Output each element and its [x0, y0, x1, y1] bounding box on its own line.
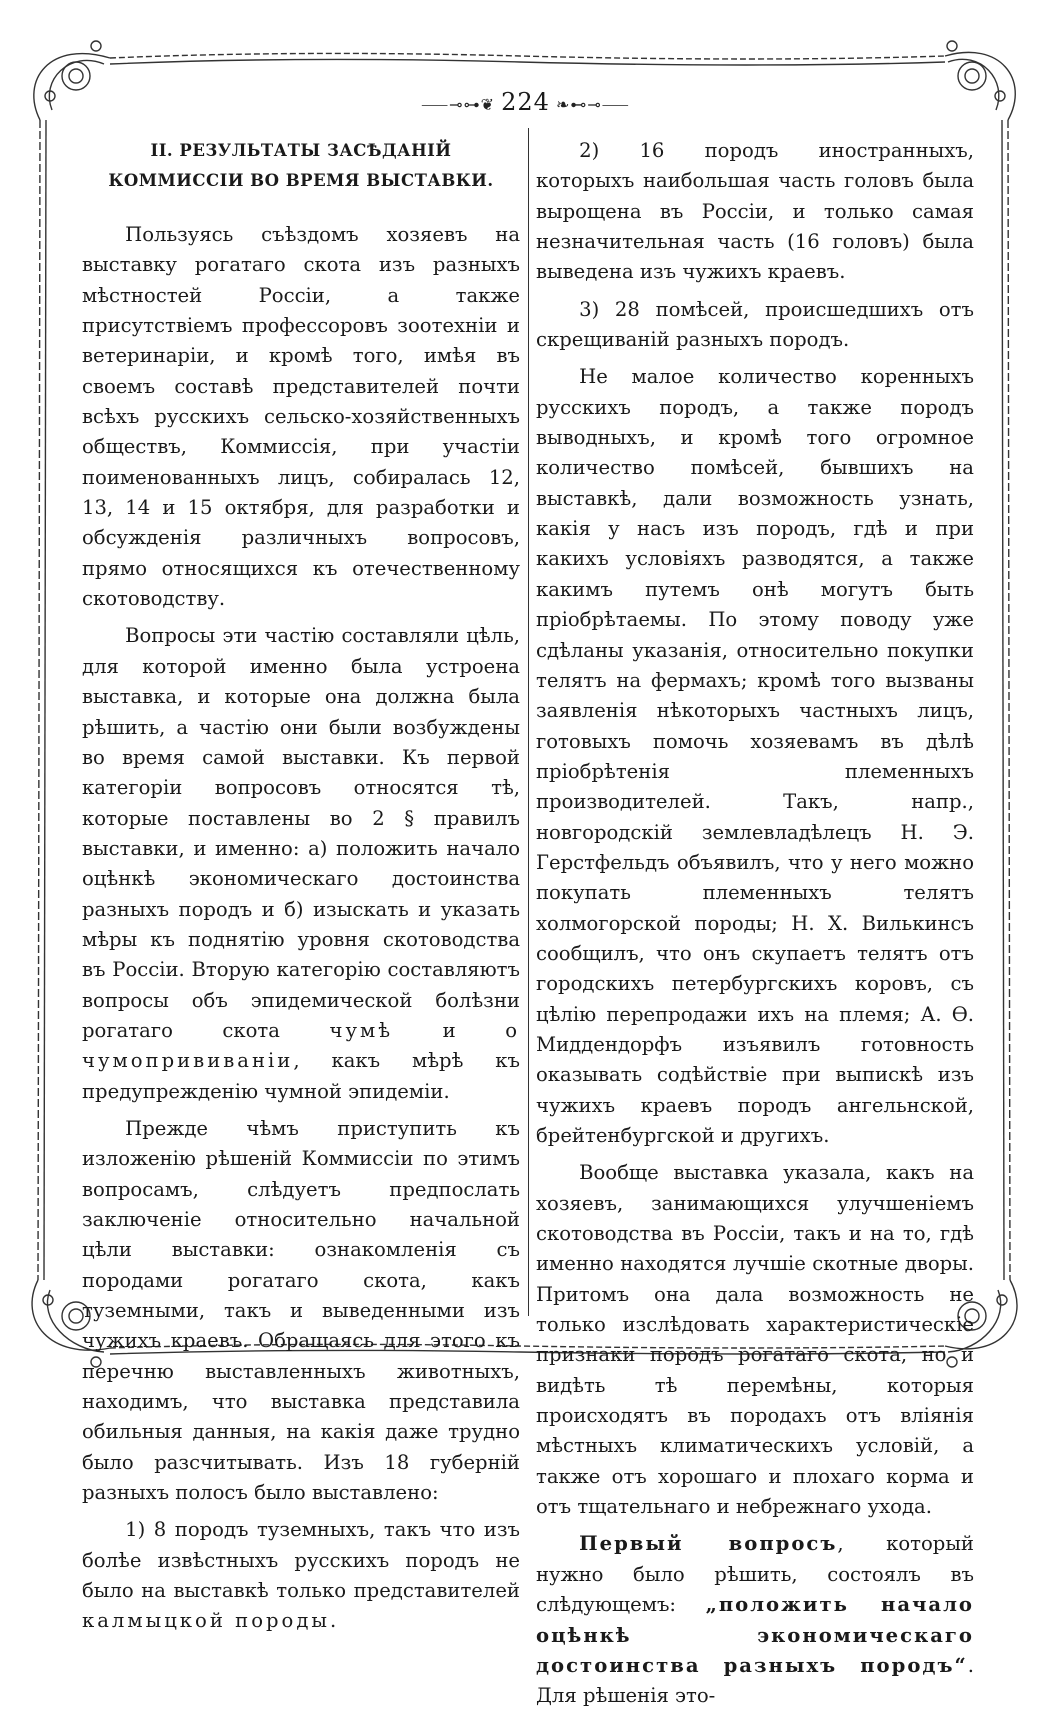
paragraph: Вопросы эти частію составляли цѣль, для которой именно была устроена выставка, и которые она должна была рѣшить, а частію они были возбуждены во время самой выставки. Къ первой категоріи вопросовъ относятся тѣ, которые поставлены во 2 § правилъ выставки, и именно: а) положить начало оцѣнкѣ экономическаго достоинства разныхъ породъ и б) изыскать и указать мѣры къ поднятію уровня скотоводства въ Россіи. Вторую категорію составляютъ вопросы объ эпидемической болѣзни рогатаго скота чумѣ и о чумопрививаніи, какъ мѣрѣ къ предупрежденію чумной эпидеміи.	[82, 624, 520, 1103]
right-column	[536, 136, 974, 1719]
emphasis: калмыцкой породы	[82, 1609, 330, 1633]
ornament-right-icon: ❧⊷⊸⸺	[549, 95, 630, 114]
column-divider	[528, 128, 529, 1316]
emphasis: чумѣ	[329, 1018, 394, 1042]
emphasis: Первый вопросъ	[579, 1532, 838, 1556]
page-number: 224	[501, 88, 550, 116]
emphasis: „положить начало оцѣнкѣ экономическаго достоинства разныхъ породъ“	[536, 1593, 974, 1677]
section-heading: II. РЕЗУЛЬТАТЫ ЗАСѢДАНІЙ КОММИССІИ ВО ВРЕМЯ ВЫСТАВКИ.	[108, 141, 494, 190]
paragraph: Пользуясь съѣздомъ хозяевъ на выставку рогатаго скота изъ разныхъ мѣстностей Россіи, а также присутствіемъ профессоровъ зоотехніи и ветеринаріи, и кромѣ того, имѣя въ своемъ составѣ представителей почти всѣхъ русскихъ сельско-хозяйственныхъ обществъ, Коммиссія, при участіи поименованныхъ лицъ, собиралась 12, 13, 14 и 15 октября, для разработки и обсужденія различныхъ вопросовъ, прямо относящихся къ отечественному скотоводству.	[82, 223, 520, 611]
paragraph: Первый вопросъ, который нужно было рѣшить, состоялъ въ слѣдующемъ: „положить начало оцѣнкѣ экономическаго достоинства разныхъ породъ“. Для рѣшенія это-	[536, 1532, 974, 1708]
emphasis: о чумопрививаніи	[82, 1018, 520, 1073]
paragraph: Не малое количество коренныхъ русскихъ породъ, а также породъ выводныхъ, и кромѣ того огромное количество помѣсей, бывшихъ на выставкѣ, дали возможность узнать, какія у насъ изъ породъ, гдѣ и при какихъ условіяхъ разводятся, а также какимъ путемъ онѣ могутъ быть пріобрѣтаемы. По этому поводу уже сдѣланы указанія, относительно покупки телятъ на фермахъ; кромѣ того вызваны заявленія нѣкоторыхъ частныхъ лицъ, готовыхъ помочь хозяевамъ въ дѣлѣ пріобрѣтенія племенныхъ производителей. Такъ, напр., новгородскій землевладѣлецъ Н. Э. Герстфельдъ объявилъ, что у него можно покупать племенныхъ телятъ холмогорской породы; Н. Х. Вилькинсъ сообщилъ, что онъ скупаетъ телятъ отъ городскихъ петербургскихъ коровъ, съ цѣлію перепродажи ихъ на племя; А. Ѳ. Миддендорфъ изъявилъ готовность оказывать содѣйствіе при выпискѣ изъ чужихъ краевъ породъ ангельнской, брейтенбургской и другихъ.	[536, 365, 974, 1147]
paragraph: Вообще выставка указала, какъ на хозяевъ, занимающихся улучшеніемъ скотоводства въ Россіи, такъ и на то, гдѣ именно находятся лучшіе скотные дворы. Притомъ она дала возможность не только изслѣдовать характеристическіе признаки породъ рогатаго скота, но и видѣть тѣ перемѣны, которыя происходятъ въ породахъ отъ вліянія мѣстныхъ климатическихъ условій, а также отъ хорошаго и плохаго корма и отъ тщательнаго и небрежнаго ухода.	[536, 1161, 974, 1519]
left-column	[82, 136, 520, 1644]
paragraph: 3) 28 помѣсей, происшедшихъ отъ скрещиваній разныхъ породъ.	[536, 297, 974, 352]
paragraph: Прежде чѣмъ приступить къ изложенію рѣшеній Коммиссіи по этимъ вопросамъ, слѣдуетъ предпослать заключеніе относительно начальной цѣли выставки: ознакомленія съ породами рогатаго скота, какъ туземными, такъ и выведенными изъ чужихъ краевъ. Обращаясь для этого къ перечню выставленныхъ животныхъ, находимъ, что выставка представила обильныя данныя, на какія даже трудно было разсчитывать. Изъ 18 губерній разныхъ полосъ было выставлено:	[82, 1116, 520, 1505]
paragraph: 1) 8 породъ туземныхъ, такъ что изъ болѣе извѣстныхъ русскихъ породъ не было на выставкѣ только представителей калмыцкой породы.	[82, 1518, 520, 1633]
page-number-line	[0, 88, 1051, 116]
paragraph: 2) 16 породъ иностранныхъ, которыхъ наибольшая часть головъ была вырощена въ Россіи, и только самая незначительная часть (16 головъ) была выведена изъ чужихъ краевъ.	[536, 139, 974, 284]
ornament-left-icon: ⸺⊸⊶❦	[421, 95, 502, 114]
